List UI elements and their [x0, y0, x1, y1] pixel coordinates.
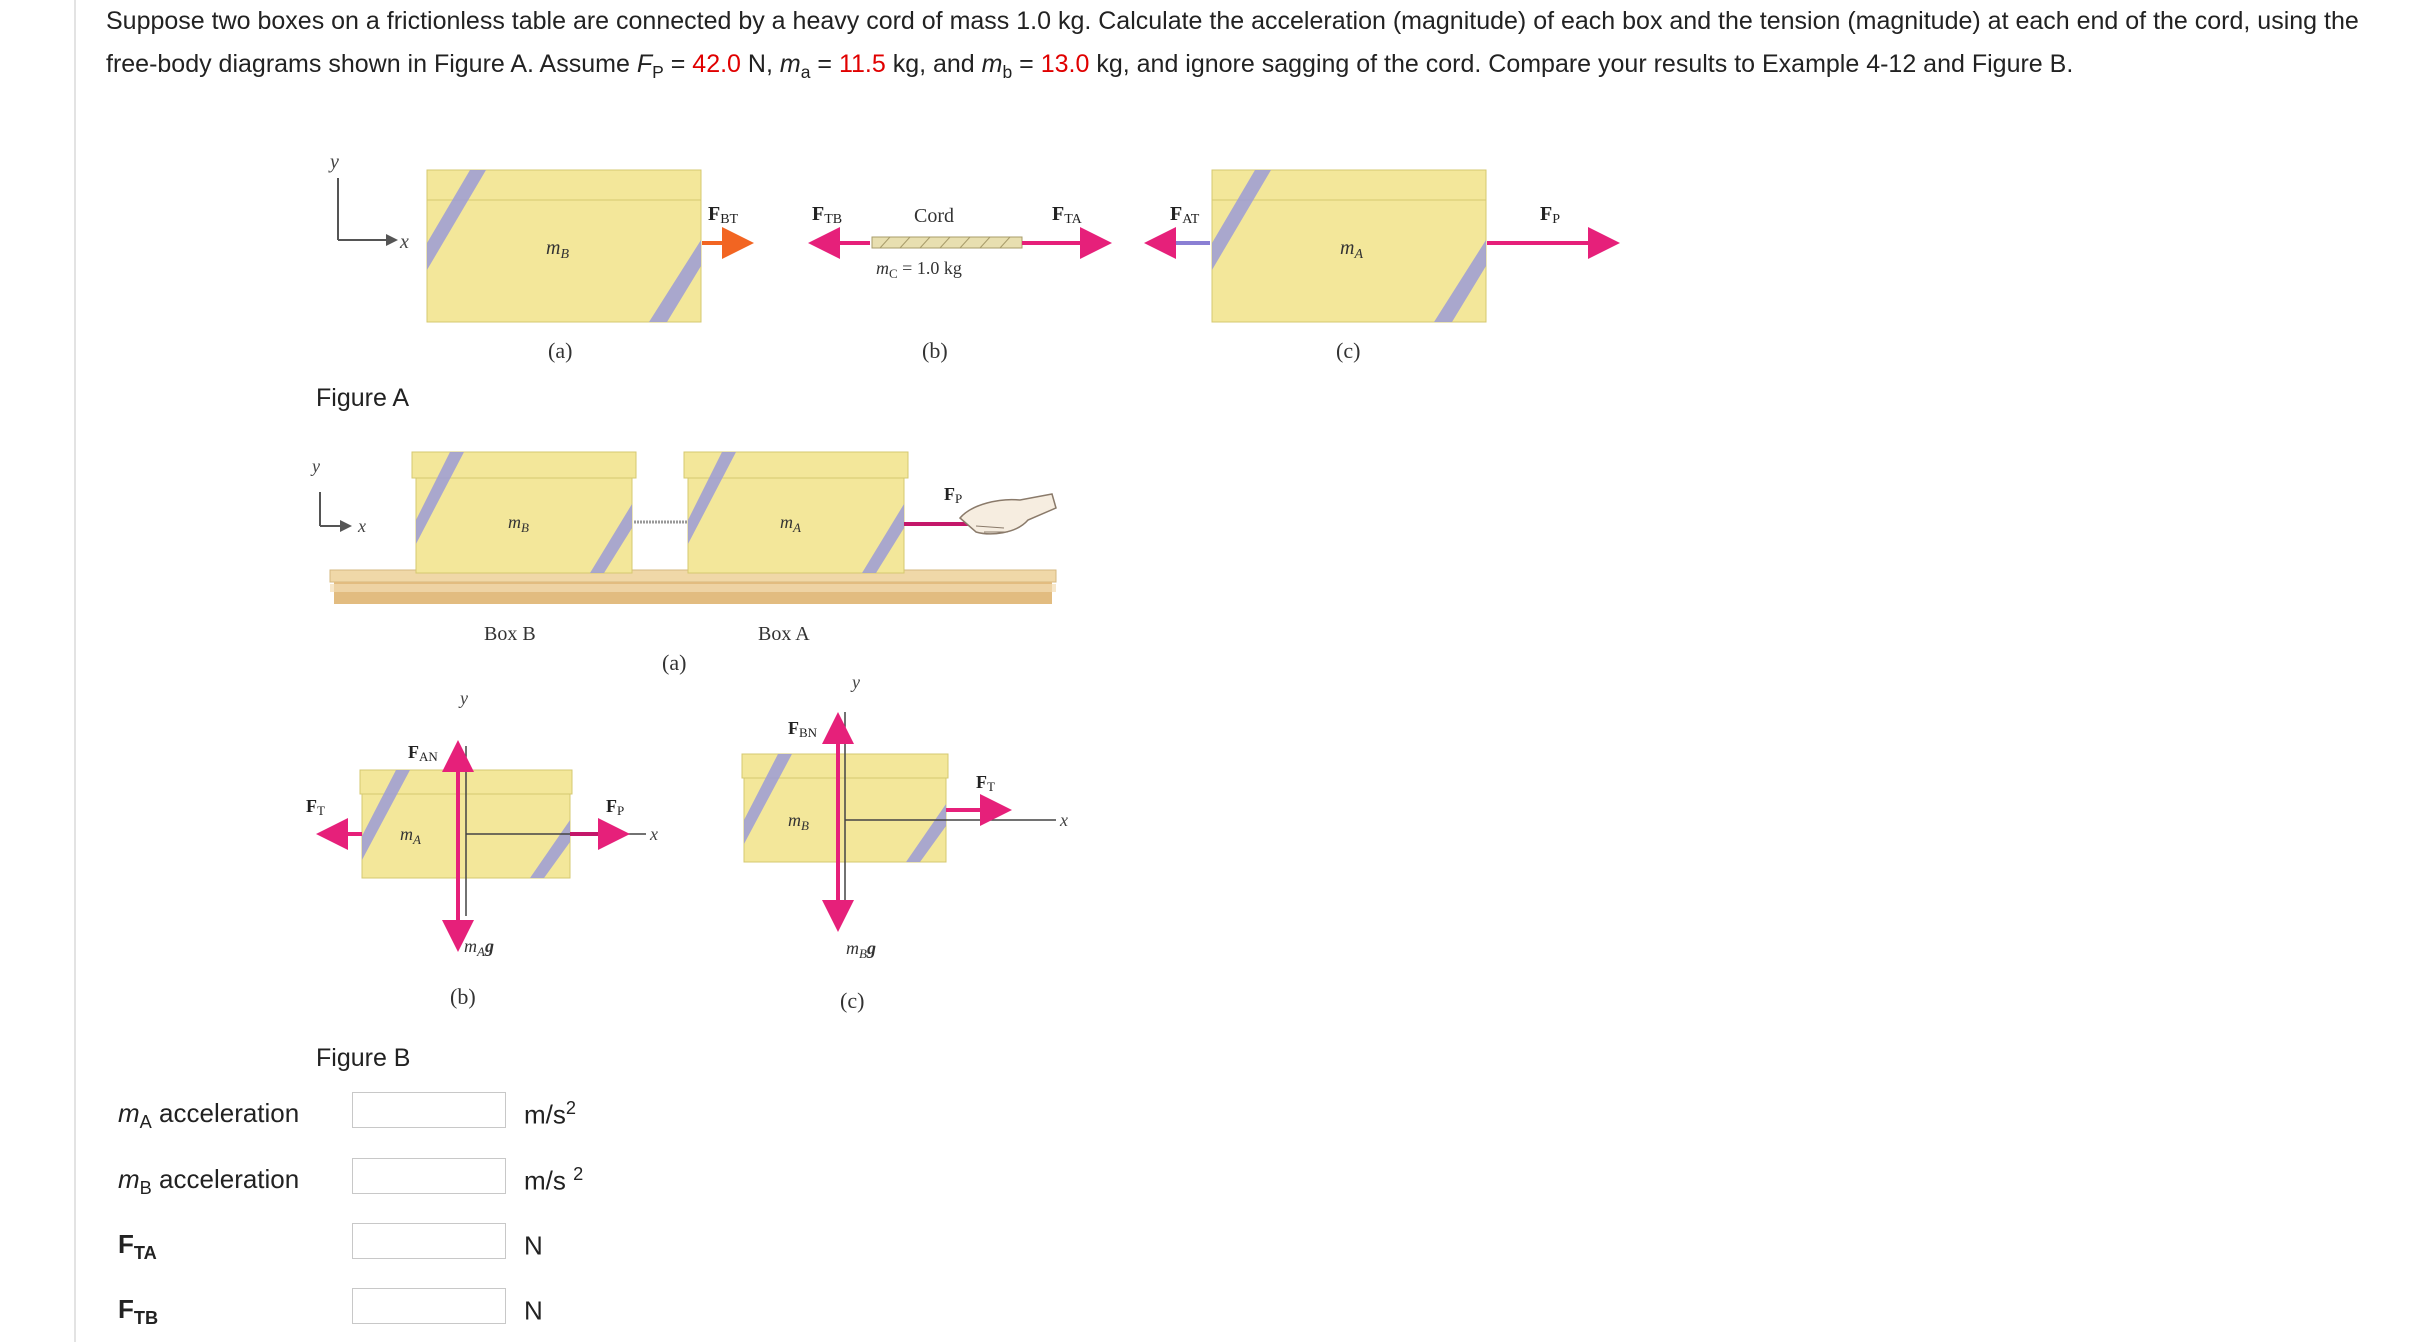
mb-acceleration-input[interactable]: [352, 1158, 506, 1194]
svg-text:FP: FP: [1540, 203, 1561, 227]
svg-text:(a): (a): [548, 338, 573, 363]
box-a-icon: [684, 452, 908, 573]
answer-label: $m_A$ acceleration: [118, 1098, 300, 1133]
figure-a-caption: Figure A: [316, 384, 410, 412]
svg-text:mB: $m_B$: [508, 512, 529, 535]
svg-text:y: y: [330, 151, 339, 173]
problem-statement: [106, 0, 2406, 94]
box-a-icon: [1212, 170, 1486, 322]
svg-text:x: x: [358, 516, 366, 536]
svg-text:mB: $m_B$: [788, 810, 809, 833]
svg-text:x: x: [400, 231, 409, 253]
svg-text:FT: FT: [976, 772, 995, 794]
svg-text:mB: $m_B$: [546, 237, 570, 262]
svg-text:(c): (c): [840, 988, 865, 1013]
svg-text:mA: $m_A$: [400, 824, 421, 847]
svg-text:FBN: FBN: [788, 718, 818, 740]
figure-b-diagram: [300, 448, 1080, 1028]
answer-label: $F_{TA}$: [118, 1229, 157, 1264]
svg-text:mC = 1.0 kg: $m_C = 1.0$ kg: [876, 258, 962, 281]
svg-text:mA: $m_A$: [1340, 237, 1364, 262]
svg-text:FAT: FAT: [1170, 203, 1200, 227]
svg-text:Box B: Box B: [484, 623, 536, 645]
box-b-fbd-icon: [742, 712, 1056, 904]
box-b-icon: [412, 452, 636, 573]
answer-unit: N: [524, 1295, 543, 1326]
svg-text:Box A: Box A: [758, 623, 810, 645]
hand-icon: [960, 494, 1056, 534]
ma-acceleration-input[interactable]: [352, 1092, 506, 1128]
svg-text:FTA: FTA: [1052, 203, 1082, 227]
answer-unit: $m/s^2$: [524, 1098, 577, 1130]
answer-label: $m_B$ acceleration: [118, 1164, 300, 1199]
box-a-fbd-icon: [360, 746, 646, 916]
svg-text:FP: FP: [606, 796, 625, 818]
svg-text:x: x: [650, 824, 658, 844]
fta-input[interactable]: [352, 1223, 506, 1259]
svg-text:y: y: [852, 672, 860, 692]
figure-b-caption: Figure B: [316, 1044, 411, 1072]
svg-text:mBg: $m_Bg$: [846, 938, 876, 961]
table-icon: [330, 570, 1056, 604]
mb-value: 13.0: [1040, 50, 1090, 78]
svg-text:FBT: FBT: [708, 203, 739, 227]
cord-icon: [872, 237, 1022, 248]
svg-text:y: y: [460, 688, 468, 708]
svg-text:FP: FP: [944, 484, 963, 506]
problem-text: Suppose two boxes on a frictionless table are connected by a heavy cord of mass 1.0 kg. Calculate the acceleration (magnitude) of each box and the tension (magnitude) at each end of the cord, using the free-body diagrams shown in Figure A. Assume $F_P = 42.0$ N, $m_a = 11.5$ kg, and $m_b = 13.0$ kg, and ignore sagging of the cord. Compare your results to Example 4-12 and Figure B.: [106, 7, 2359, 82]
svg-text:x: x: [1060, 810, 1068, 830]
svg-text:(b): (b): [450, 984, 476, 1009]
answer-label: $F_{TB}$: [118, 1294, 159, 1329]
box-b-icon: [427, 170, 701, 322]
svg-text:FAN: FAN: [408, 742, 438, 764]
svg-text:y: y: [312, 456, 320, 476]
ftb-input[interactable]: [352, 1288, 506, 1324]
axes-icon: [328, 151, 409, 253]
svg-text:FTB: FTB: [812, 203, 843, 227]
svg-text:(a): (a): [662, 650, 687, 675]
svg-text:FT: FT: [306, 796, 325, 818]
answer-unit: N: [524, 1230, 543, 1261]
svg-text:mAg: $m_Ag$: [464, 936, 494, 959]
svg-text:(c): (c): [1336, 338, 1361, 363]
svg-text:mA: $m_A$: [780, 512, 801, 535]
left-border: [74, 0, 76, 1342]
svg-text:(b): (b): [922, 338, 948, 363]
answer-unit: m/s $^2$: [524, 1164, 584, 1196]
svg-text:Cord: Cord: [914, 205, 954, 227]
figure-a-diagram: [300, 148, 1640, 378]
ma-value: 11.5: [838, 50, 886, 78]
fp-value: 42.0: [692, 50, 741, 78]
